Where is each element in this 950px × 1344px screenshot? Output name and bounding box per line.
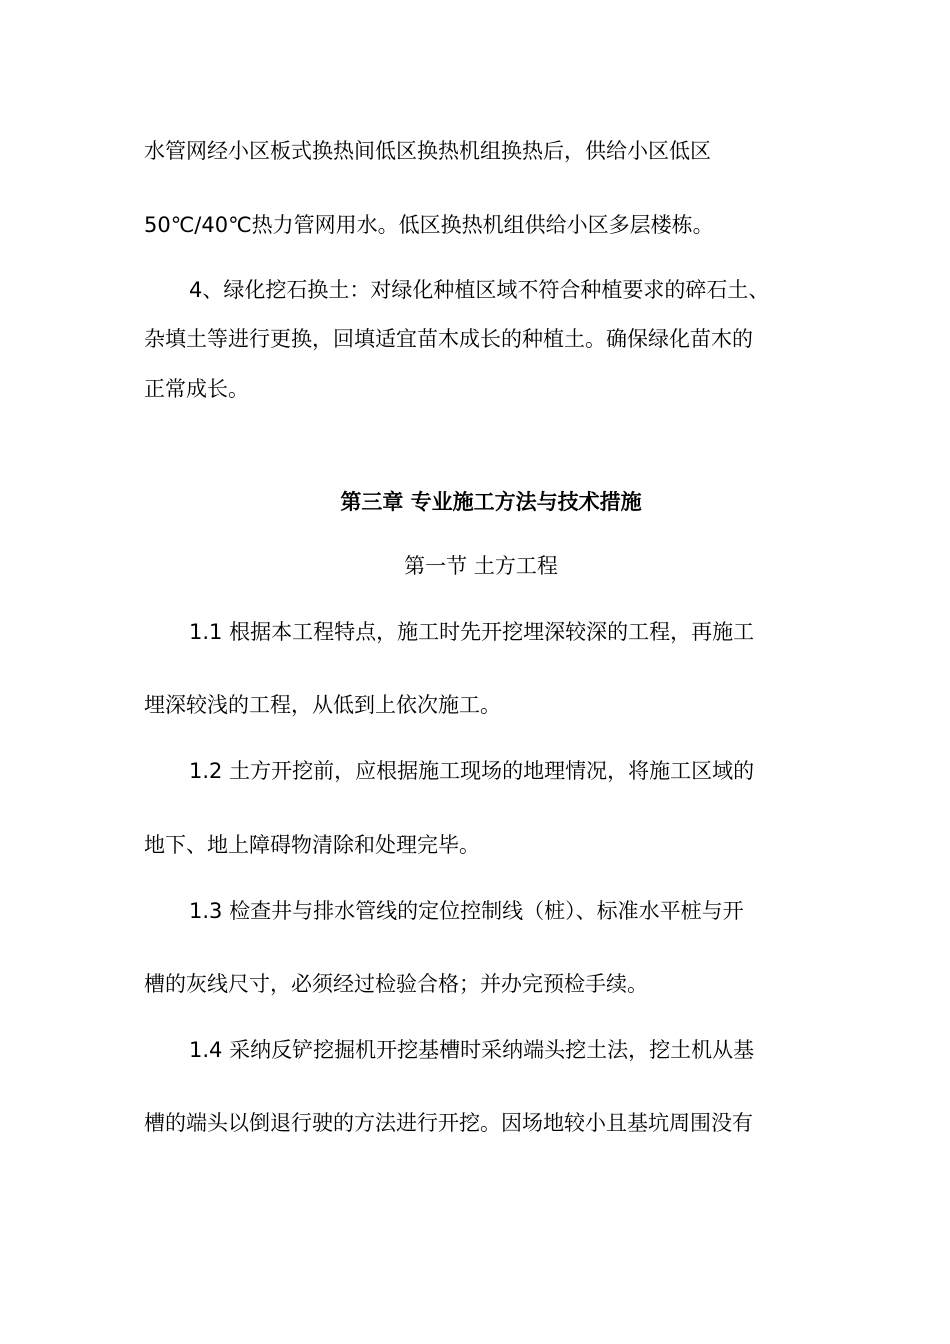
paragraph-line: 地下、地上障碍物清除和处理完毕。 <box>144 833 480 857</box>
paragraph-line: 1.3 检查井与排水管线的定位控制线（桩）、标准水平桩与开 <box>189 899 744 923</box>
paragraph-line: 1.2 土方开挖前，应根据施工现场的地理情况，将施工区域的 <box>189 759 755 783</box>
section-heading: 第一节 土方工程 <box>404 554 558 578</box>
paragraph-line: 槽的灰线尺寸，必须经过检验合格；并办完预检手续。 <box>144 972 648 996</box>
paragraph-line: 槽的端头以倒退行驶的方法进行开挖。因场地较小且基坑周围没有 <box>144 1111 753 1135</box>
chapter-heading: 第三章 专业施工方法与技术措施 <box>340 490 642 514</box>
paragraph-line: 埋深较浅的工程，从低到上依次施工。 <box>144 693 501 717</box>
paragraph-line: 50℃/40℃热力管网用水。低区换热机组供给小区多层楼栋。 <box>144 213 714 237</box>
paragraph-line: 4、绿化挖石换土：对绿化种植区域不符合种植要求的碎石土、 <box>189 278 770 302</box>
paragraph-line: 水管网经小区板式换热间低区换热机组换热后，供给小区低区 <box>144 139 711 163</box>
paragraph-line: 杂填土等进行更换，回填适宜苗木成长的种植土。确保绿化苗木的 <box>144 327 753 351</box>
paragraph-line: 1.1 根据本工程特点，施工时先开挖埋深较深的工程，再施工 <box>189 620 755 644</box>
paragraph-line: 1.4 采纳反铲挖掘机开挖基槽时采纳端头挖土法，挖土机从基 <box>189 1038 755 1062</box>
paragraph-line: 正常成长。 <box>144 377 249 401</box>
